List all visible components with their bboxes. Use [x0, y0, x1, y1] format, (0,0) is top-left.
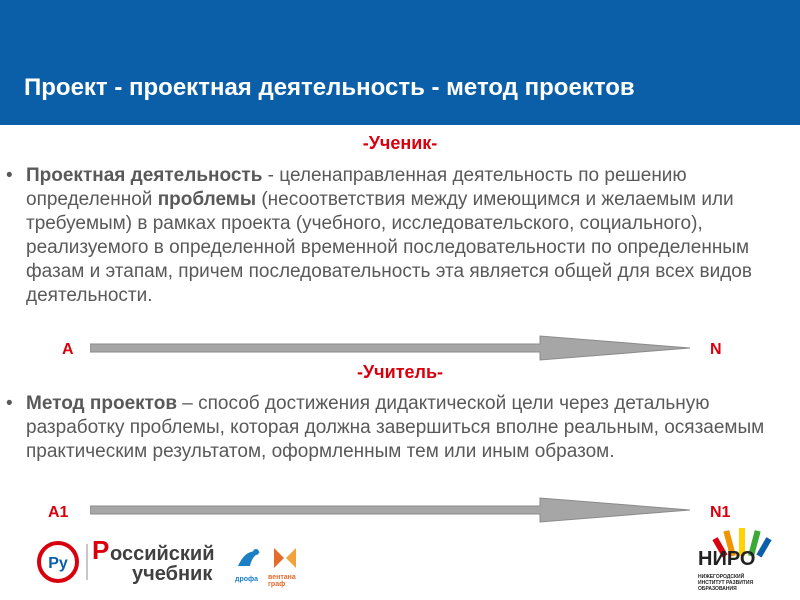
niro-name: НИРО: [698, 548, 756, 570]
teacher-text: – способ достижения дидактической цели через детальную разработку проблемы, которая должна завершиться вполне реальным, осязаемым практическим результатом, оформленным тем или иным образом.: [26, 393, 765, 462]
term-project-activity: Проектная деятельность: [26, 165, 263, 186]
teacher-definition-text: [26, 392, 786, 464]
slide-title: Проект - проектная деятельность - метод проектов: [24, 74, 635, 101]
arrow-start-label-a1: A1: [48, 504, 69, 521]
logo-word-textbook: учебник: [132, 563, 213, 585]
student-definition: [6, 164, 786, 308]
logo-word-russian: оссийский: [110, 543, 215, 565]
russian-textbook-logo: [30, 535, 310, 588]
niro-full-name: НИЖЕГОРОДСКИЙ ИНСТИТУТ РАЗВИТИЯ ОБРАЗОВАНИЯ: [698, 574, 754, 592]
bullet-dot: •: [6, 393, 13, 414]
teacher-arrow: [90, 492, 690, 532]
student-role-label: -Ученик-: [362, 133, 438, 153]
student-definition-text: [26, 164, 786, 308]
slide-header: [0, 0, 800, 125]
ru-circle-icon: [36, 540, 80, 584]
svg-text:Ру: Ру: [48, 555, 68, 572]
logo-divider: [86, 544, 88, 580]
arrow-start-label-a: A: [62, 341, 74, 358]
drofa-label: дрофа: [235, 576, 259, 583]
arrow-end-label-n: N: [710, 341, 722, 358]
term-project-method: Метод проектов: [26, 393, 177, 414]
arrow-end-label-n1: N1: [710, 504, 731, 521]
term-problem: проблемы: [157, 189, 257, 210]
ventana-graf-icon: [270, 542, 300, 572]
logo-badge-letter: Р: [92, 535, 110, 565]
ventana-graf-label: вентана граф: [268, 574, 296, 588]
bullet-dot: •: [6, 165, 13, 186]
drofa-bird-icon: [234, 544, 264, 574]
teacher-definition: [6, 392, 786, 464]
student-text-part-1: - целенаправленная деятельность по решению определенной: [26, 165, 687, 210]
student-text-part-2: (несоответствия между имеющимся и желаемым или требуемым) в рамках проекта (учебного, исследовательского, социального), реализуемого в определенной временной последовательности по определенным фазам и этапам, причем последовательность эта является общей для всех видов деятельности.: [26, 189, 752, 306]
teacher-role-label: -Учитель-: [356, 362, 444, 382]
niro-logo: [688, 518, 788, 598]
